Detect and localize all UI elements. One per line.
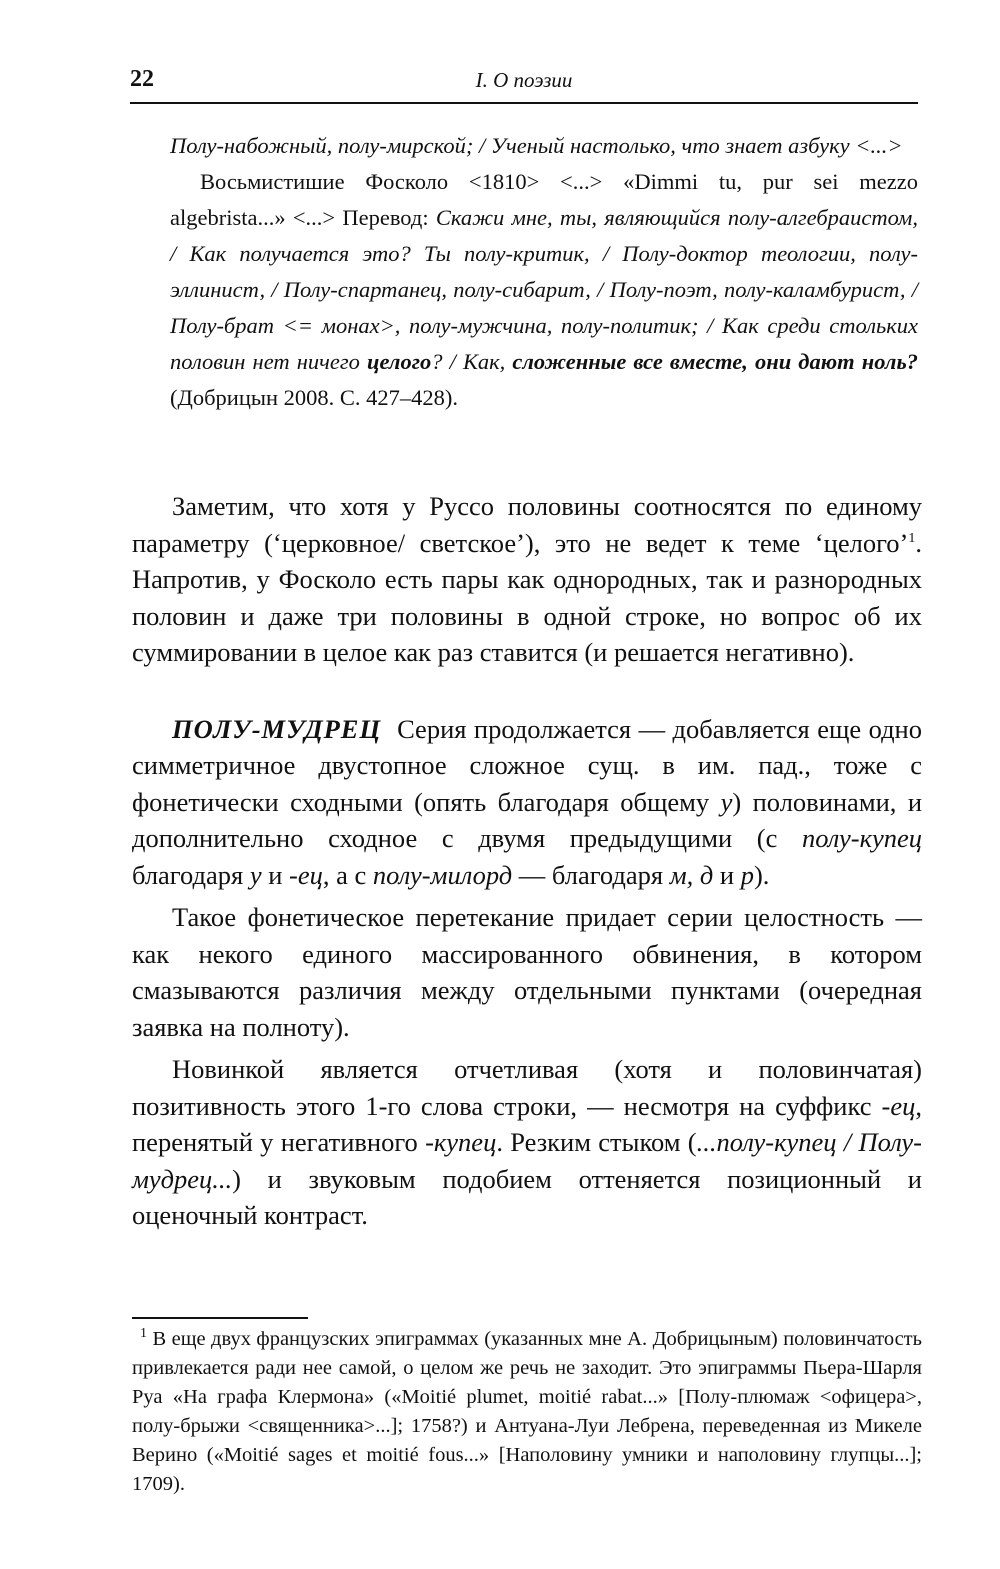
paragraph-2 — [132, 711, 922, 894]
footnote-1 — [132, 1325, 922, 1499]
p2-e: , а с — [322, 859, 373, 890]
quote-paragraph — [170, 164, 918, 416]
paragraph-1-text-cont: . Напротив, у Фосколо есть пары как однородных, так и разнородных половин и даже три половины в одной строке, но вопрос об их суммировании в целое как раз ставится (и решается негативно). — [132, 527, 922, 667]
footnote-ref: 1 — [908, 530, 916, 546]
p4-b: , перенятый у негативного — [132, 1090, 922, 1157]
quote-whole-word: целого — [366, 349, 432, 374]
running-header — [130, 66, 918, 104]
section-term: ПОЛУ-МУДРЕЦ — [172, 713, 382, 744]
p2-f: — благодаря — [512, 859, 670, 890]
paragraph-1 — [132, 488, 922, 671]
paragraph-3: Такое фонетическое перетекание придает серии целостность — как некого единого массированного обвинения, в котором смазываются различия между отдельными пунктами (очередная заявка на полноту). — [132, 902, 922, 1042]
paragraph-4 — [132, 1051, 922, 1234]
quotation-block — [170, 128, 918, 416]
footnote-marker: 1 — [140, 1326, 147, 1342]
p2-kupets: полу-купец — [801, 823, 922, 853]
p4-c: . Резким стыком ( — [496, 1127, 697, 1157]
p2-u2: у — [249, 859, 262, 890]
footnote — [132, 1325, 922, 1499]
p2-g: и — [713, 859, 741, 890]
footnote-text: В еще двух французских эпиграммах (указанных мне А. Добрицыным) половинчатость привлекается ради нее самой, о целом же речь не заходит. Это эпиграммы Пьера-Шарля Руа «На графа Клермона» («Moitié plumet, moitié rabat...» [Полу-плюмаж <офицера>, полу-брыжи <священника>...]; 1758?) и Антуана-Луи Лебрена, переведенная из Микеле Верино («Moitié sages et moitié fous...» [Наполовину умники и наполовину глупцы...]; 1709). — [132, 1328, 922, 1495]
p2-d: и — [261, 859, 290, 890]
p2-r: р — [740, 859, 754, 890]
quote-translation-cont: ? / Как, — [431, 349, 513, 374]
p2-u: у — [720, 786, 733, 817]
quote-line-1: Полу-набожный, полу-мирской; / Ученый настолько, что знает азбуку <...> — [170, 133, 903, 158]
quote-translation: Скажи мне, ты, являющийся полу-алгебраистом, / Как получается это? Ты полу-критик, / Полу-доктор теологии, полу-эллинист, / Полу-спартанец, полу-сибарит, / Полу-поэт, полу-каламбурист, / Полу-брат <= монах>, полу-мужчина, полу-политик; / Как среди стольких половин нет ничего — [170, 205, 918, 374]
p2-c: благодаря — [132, 859, 250, 890]
quote-citation: (Добрицын 2008. С. 427–428). — [170, 385, 459, 410]
p4-kupets: -купец — [425, 1127, 497, 1157]
quote-bold-ending: сложенные все вместе, они дают ноль? — [512, 349, 918, 374]
running-title: I. О поэзии — [475, 68, 573, 92]
quote-source: Восьмистишие Фосколо <1810> <...> «Dimmi tu, pur sei mezzo algebrista...» <...> Перевод: — [170, 169, 918, 230]
p2-a: Серия продолжается — добавляется еще одно симметричное двустопное сложное сущ. в им. пад., тоже с фонетически сходными (опять благодаря общему — [132, 713, 922, 817]
p4-d: ) и звуковым подобием оттеняется позиционный и оценочный контраст. — [132, 1163, 922, 1230]
main-text — [132, 488, 922, 1234]
p4-ets: -ец — [881, 1090, 916, 1121]
p4-a: Новинкой является отчетливая (хотя и половинчатая) позитивность этого 1-го слова строки, — несмотря на суффикс — [132, 1054, 922, 1121]
p2-milord: полу-милорд — [372, 859, 513, 890]
footnote-divider — [132, 1317, 308, 1319]
paragraph-1-text: Заметим, что хотя у Руссо половины соотносятся по единому параметру (‘церковное/ светское’), это не ведет к теме ‘целого’ — [132, 491, 922, 558]
p2-h: ). — [753, 859, 770, 890]
p2-mdr: м, д — [669, 859, 714, 890]
page-number: 22 — [130, 66, 154, 92]
p2-ets: -ец — [289, 859, 323, 890]
p4-pair: ...полу-купец / Полу-мудрец... — [132, 1127, 922, 1194]
p2-b: ) половинами, и дополнительно сходное с двумя предыдущими (с — [132, 786, 922, 853]
